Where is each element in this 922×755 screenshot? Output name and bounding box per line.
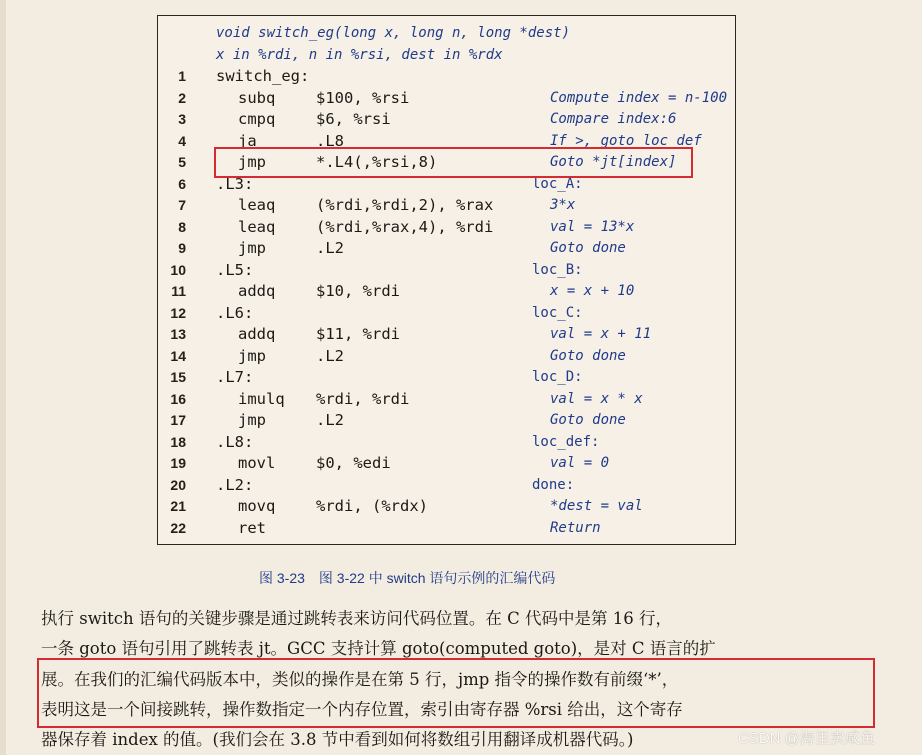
line-number: 10 [170, 261, 186, 278]
code-line [0, 324, 922, 345]
code-line [0, 367, 922, 388]
c-code-comment: *dest = val [550, 498, 643, 514]
asm-operands: .L2 [316, 411, 344, 429]
code-line [0, 518, 922, 539]
c-label-comment: done: [532, 476, 575, 493]
asm-operands: %rdi, (%rdx) [316, 497, 428, 515]
asm-instruction: jmp [238, 153, 266, 171]
paragraph-line-3: 展。在我们的汇编代码版本中，类似的操作是在第 5 行，jmp 指令的操作数有前缀‘*’， [41, 670, 679, 689]
code-line [0, 281, 922, 302]
asm-label: .L2: [216, 475, 254, 494]
register-mapping: x in %rdi, n in %rsi, dest in %rdx [216, 47, 503, 63]
code-line [0, 66, 922, 87]
line-number: 6 [178, 175, 186, 192]
c-code-comment: val = 0 [550, 455, 610, 471]
code-line [0, 109, 922, 130]
asm-label: .L7: [216, 368, 254, 386]
asm-operands: $100, %rsi [316, 88, 410, 107]
asm-instruction: ja [238, 131, 257, 150]
paragraph-line-2: 一条 goto 语句引用了跳转表 jt。GCC 支持计算 goto(computed goto)，是对 C 语言的扩 [41, 639, 716, 658]
asm-label: .L8: [216, 432, 254, 451]
asm-operands: $0, %edi [316, 454, 391, 472]
code-line [0, 260, 922, 281]
c-code-comment: If >, goto loc_def [550, 132, 702, 149]
asm-operands: $6, %rsi [316, 110, 391, 128]
code-line [0, 195, 922, 216]
figure-caption [259, 568, 555, 588]
c-label-comment: loc_def: [532, 433, 600, 450]
c-code-comment: val = x + 11 [550, 326, 652, 342]
asm-instruction: jmp [238, 411, 266, 429]
asm-operands: %rdi, %rdi [316, 389, 410, 408]
code-line [0, 88, 922, 109]
code-line [0, 217, 922, 238]
line-number: 14 [170, 347, 186, 364]
c-code-comment: Goto *jt[index] [550, 154, 677, 170]
figure-title: 图 3-22 中 switch 语句示例的汇编代码 [318, 570, 556, 586]
asm-operands: $10, %rdi [316, 282, 400, 300]
line-number: 19 [170, 455, 186, 471]
asm-label: switch_eg: [216, 67, 310, 85]
code-line [0, 410, 922, 431]
line-number: 11 [171, 283, 186, 299]
line-number: 12 [170, 304, 186, 321]
asm-instruction: leaq [238, 196, 276, 214]
c-code-comment: Goto done [550, 347, 626, 364]
c-code-comment: val = x * x [550, 390, 643, 407]
asm-instruction: jmp [238, 346, 266, 365]
c-code-comment: Goto done [550, 412, 626, 428]
line-number: 22 [170, 519, 186, 536]
c-label-comment: loc_B: [532, 261, 583, 278]
line-number: 2 [178, 89, 186, 106]
highlight-paragraph [37, 658, 875, 728]
asm-label: .L3: [216, 174, 254, 193]
c-label-comment: loc_D: [532, 369, 583, 385]
asm-label: .L5: [216, 260, 254, 279]
asm-operands: .L2 [316, 239, 344, 257]
watermark: CSDN @海里卖咸鱼 [738, 730, 875, 747]
figure-number: 图 3-23 [259, 570, 305, 586]
code-line [0, 346, 922, 367]
line-number: 15 [170, 369, 186, 385]
code-line [0, 475, 922, 496]
code-line [0, 238, 922, 259]
asm-instruction: movq [238, 497, 276, 515]
paragraph-line-1: 执行 switch 语句的关键步骤是通过跳转表来访问代码位置。在 C 代码中是第 16 行， [41, 609, 672, 628]
c-code-comment: Return [550, 519, 601, 536]
asm-instruction: ret [238, 518, 266, 537]
c-code-comment: 3*x [550, 197, 576, 213]
paragraph-line-4: 表明这是一个间接跳转，操作数指定一个内存位置，索引由寄存器 %rsi 给出，这个寄存 [41, 700, 683, 719]
line-number: 4 [178, 132, 186, 149]
asm-instruction: jmp [238, 239, 266, 257]
line-number: 5 [178, 154, 186, 170]
line-number: 3 [178, 111, 186, 127]
line-number: 1 [178, 68, 186, 84]
asm-operands: (%rdi,%rax,4), %rdi [316, 217, 494, 236]
asm-instruction: addq [238, 282, 276, 300]
highlight-line-5 [214, 147, 693, 178]
code-line [0, 432, 922, 453]
asm-operands: .L2 [316, 346, 344, 365]
code-line [0, 453, 922, 474]
asm-instruction: movl [238, 454, 276, 472]
asm-instruction: cmpq [238, 110, 276, 128]
c-label-comment: loc_C: [532, 304, 583, 321]
code-line [0, 496, 922, 517]
paragraph-line-5: 器保存着 index 的值。(我们会在 3.8 节中看到如何将数组引用翻译成机器代码。) [41, 730, 634, 749]
asm-operands: $11, %rdi [316, 325, 400, 343]
asm-label: .L6: [216, 303, 254, 322]
asm-instruction: imulq [238, 389, 285, 408]
c-code-comment: Compute index = n-100 [550, 89, 728, 106]
asm-instruction: leaq [238, 217, 276, 236]
code-line [0, 303, 922, 324]
c-code-comment: Goto done [550, 240, 626, 256]
code-line [0, 389, 922, 410]
c-code-comment: val = 13*x [550, 218, 635, 235]
asm-operands: .L8 [316, 131, 344, 150]
line-number: 16 [170, 390, 186, 407]
line-number: 13 [170, 326, 186, 342]
line-number: 18 [170, 433, 186, 450]
line-number: 9 [178, 240, 186, 256]
line-number: 17 [170, 412, 186, 428]
asm-instruction: addq [238, 325, 276, 343]
asm-operands: (%rdi,%rdi,2), %rax [316, 196, 494, 214]
c-code-comment: Compare index:6 [550, 111, 677, 127]
c-label-comment: loc_A: [532, 175, 583, 192]
asm-instruction: subq [238, 88, 276, 107]
c-code-comment: x = x + 10 [550, 283, 635, 299]
function-signature: void switch_eg(long x, long n, long *dest) [216, 25, 571, 41]
asm-operands: *.L4(,%rsi,8) [316, 153, 438, 171]
line-number: 20 [170, 476, 186, 493]
line-number: 21 [170, 498, 186, 514]
line-number: 7 [178, 197, 186, 213]
line-number: 8 [178, 218, 186, 235]
